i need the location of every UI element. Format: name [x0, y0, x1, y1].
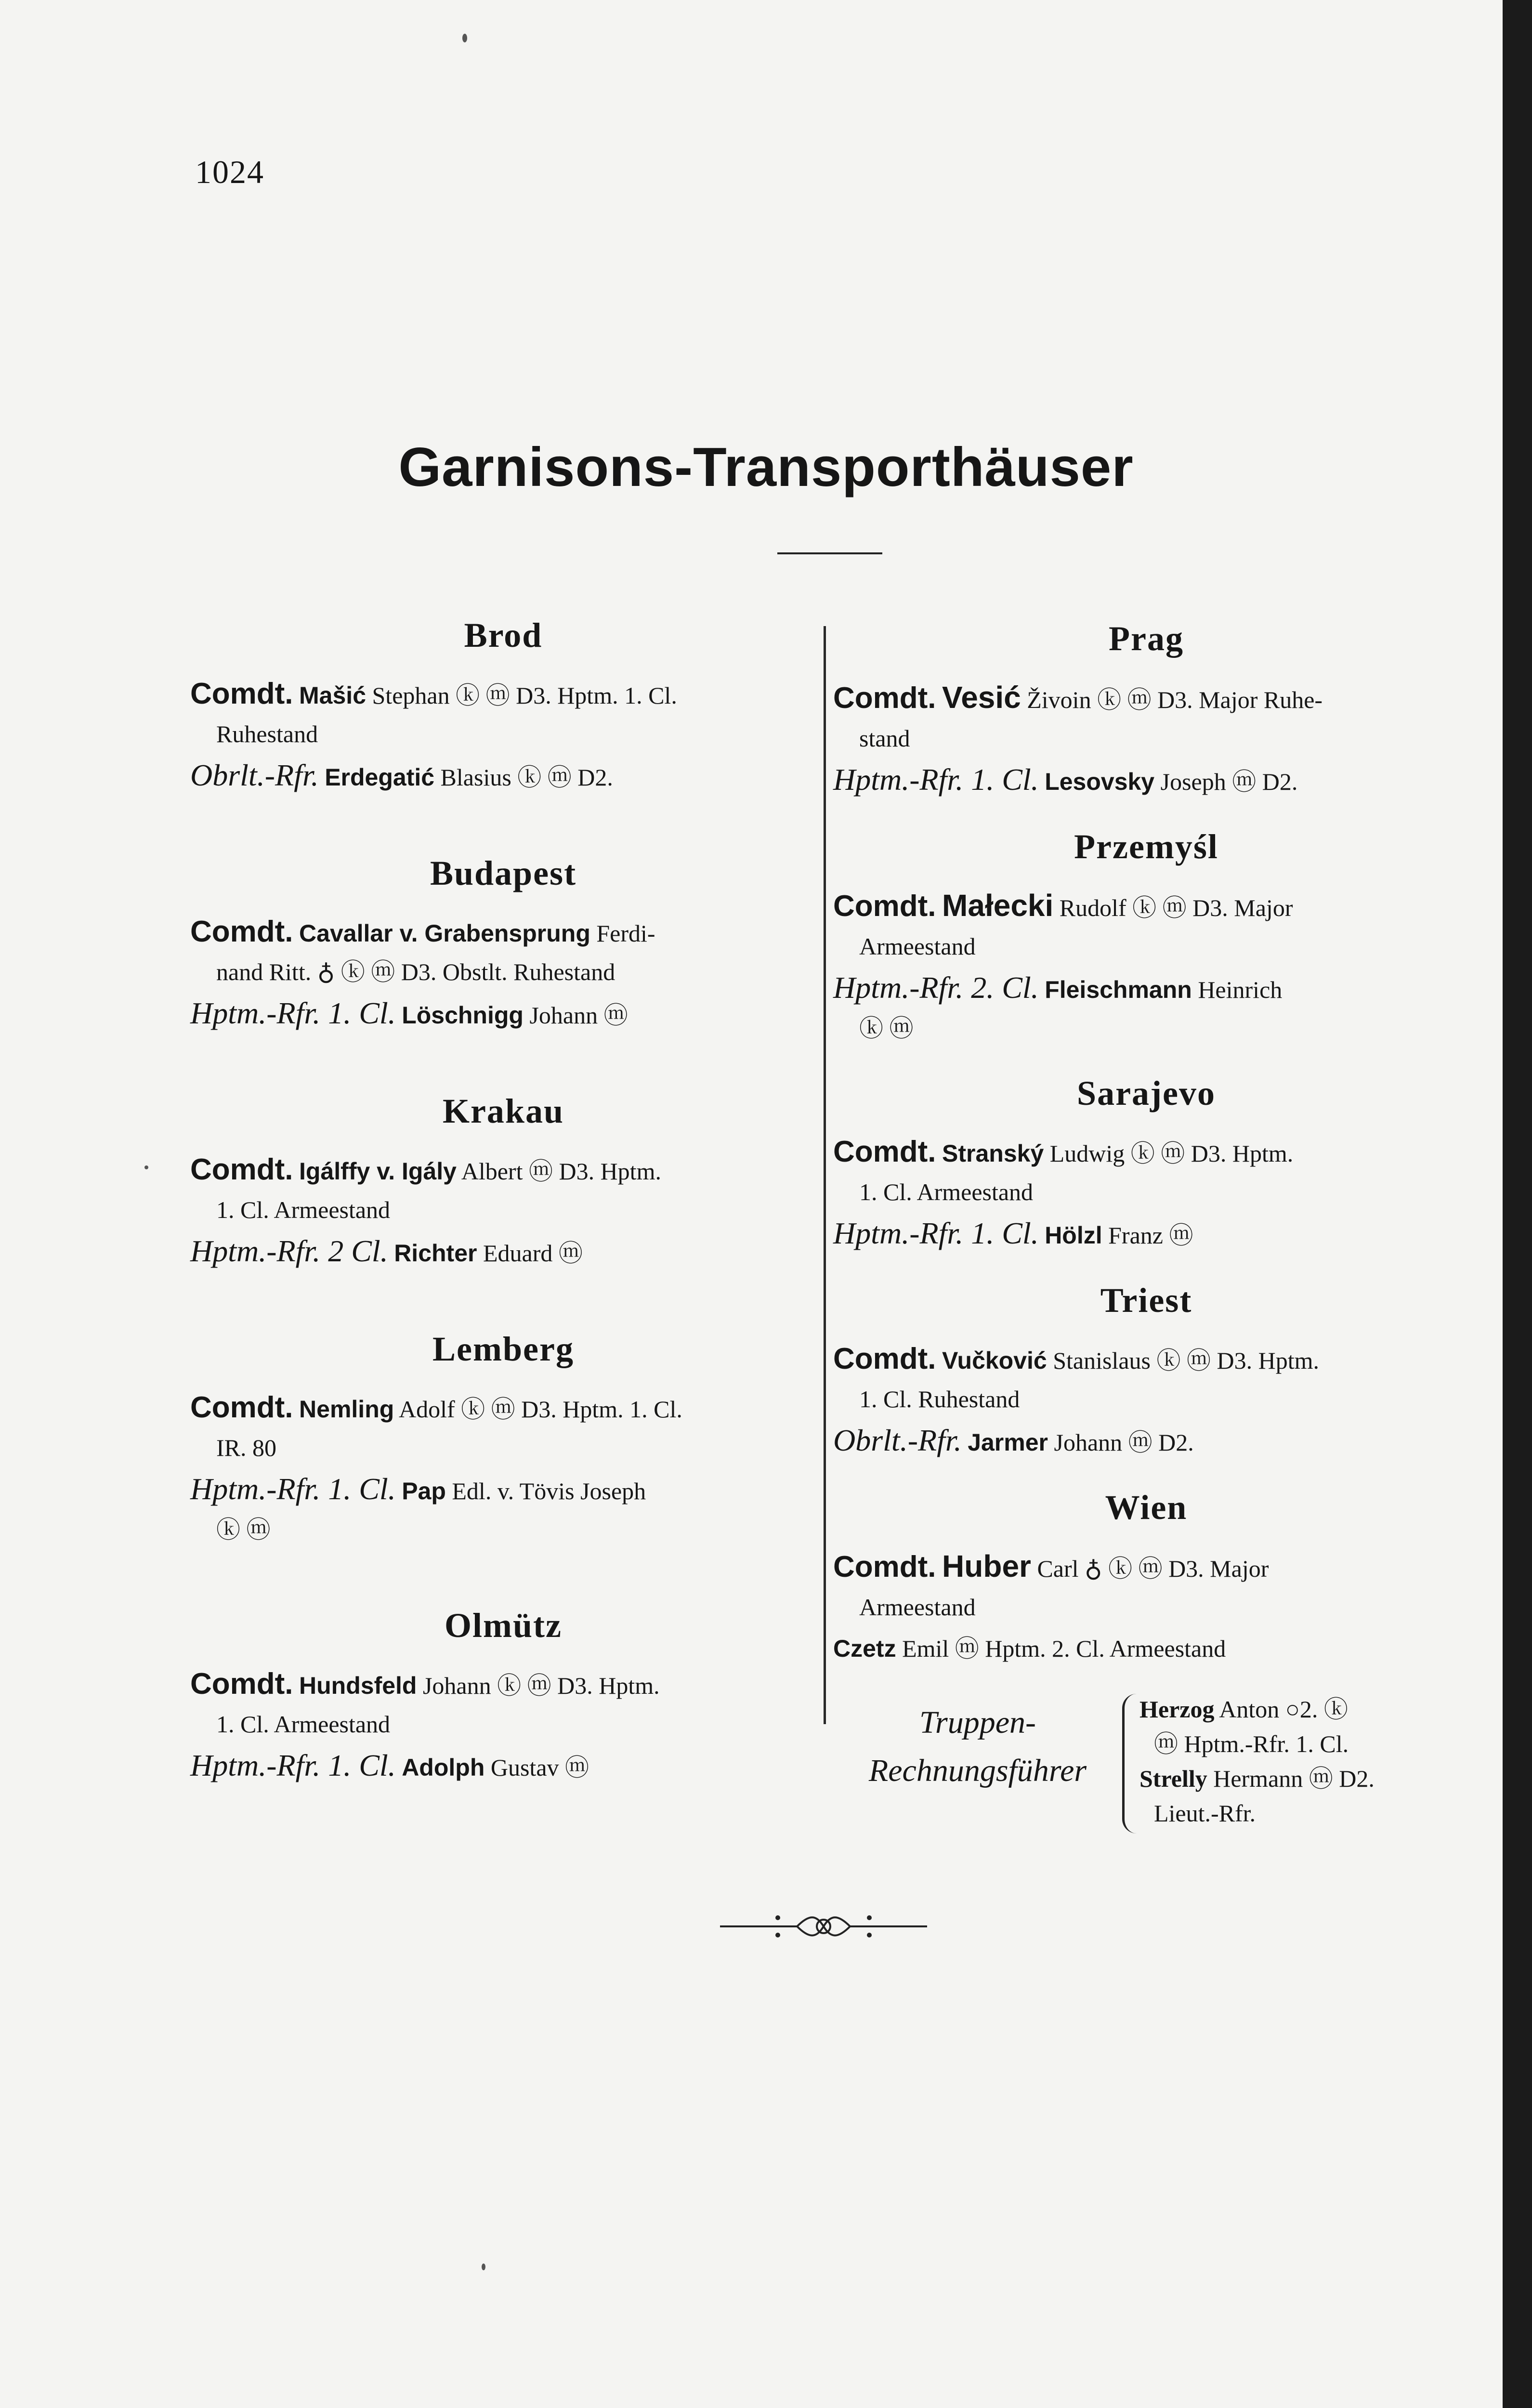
role-label: Hptm.-Rfr. 1. Cl. — [190, 1472, 396, 1506]
scan-edge — [1503, 0, 1532, 2408]
entry-continuation: Ruhestand — [216, 720, 318, 747]
person-surname: Huber — [942, 1549, 1031, 1584]
staff-entry — [833, 968, 1459, 1047]
city-heading: Olmütz — [445, 1606, 562, 1645]
role-label: Comdt. — [190, 1667, 293, 1701]
page-number: 1024 — [195, 154, 264, 190]
person-details: Johann ⓜ — [529, 1002, 628, 1029]
staff-entry — [190, 1388, 816, 1467]
left-column — [190, 615, 816, 1844]
staff-entry — [833, 1133, 1459, 1211]
city-heading: Triest — [1100, 1281, 1192, 1320]
person-details: Blasius ⓚ ⓜ D2. — [440, 764, 613, 791]
role-label: Obrlt.-Rfr. — [833, 1423, 962, 1457]
person-surname: Herzog — [1139, 1696, 1215, 1723]
person-details: ⓜ Hptm.-Rfr. 1. Cl. — [1154, 1730, 1349, 1757]
person-surname: Löschnigg — [402, 1002, 524, 1029]
truppen-item — [1139, 1761, 1467, 1796]
ornament-divider-icon — [720, 1907, 927, 1946]
staff-entry — [190, 994, 816, 1034]
role-label: Hptm.-Rfr. 1. Cl. — [833, 762, 1039, 797]
entry-continuation: 1. Cl. Armeestand — [859, 1178, 1034, 1205]
staff-entry — [833, 760, 1459, 801]
role-label: Comdt. — [833, 1135, 936, 1168]
person-surname: Cavallar v. Grabensprung — [299, 920, 590, 947]
role-label: Hptm.-Rfr. 1. Cl. — [190, 996, 396, 1030]
staff-entry — [190, 1232, 816, 1272]
entry-continuation: 1. Cl. Armeestand — [216, 1196, 391, 1223]
staff-entry — [833, 1214, 1459, 1255]
person-details: Albert ⓜ D3. Hptm. — [461, 1158, 661, 1185]
city-heading: Przemyśl — [1074, 827, 1218, 866]
person-details: Stanislaus ⓚ ⓜ D3. Hptm. — [1053, 1347, 1320, 1374]
role-label: Hptm.-Rfr. 2 Cl. — [190, 1234, 388, 1268]
speck — [482, 2264, 485, 2270]
person-details: Franz ⓜ — [1108, 1222, 1193, 1249]
staff-entry — [190, 675, 816, 753]
role-label: Comdt. — [190, 915, 293, 948]
person-details: Hermann ⓜ D2. — [1213, 1765, 1375, 1792]
person-details: Johann ⓚ ⓜ D3. Hptm. — [422, 1672, 660, 1699]
role-label: Obrlt.-Rfr. — [190, 758, 319, 792]
truppen-label-line2: Rechnungsführer — [868, 1753, 1087, 1788]
person-details: Živoin ⓚ ⓜ D3. Major Ruhe- — [1027, 686, 1323, 713]
person-details: Gustav ⓜ — [490, 1754, 589, 1781]
truppen-item — [1139, 1727, 1467, 1761]
role-label: Comdt. — [833, 890, 936, 923]
staff-entry — [190, 1470, 816, 1549]
person-details: Emil ⓜ Hptm. 2. Cl. Armeestand — [902, 1635, 1226, 1662]
city-heading: Brod — [464, 616, 543, 654]
garrison-section — [190, 853, 816, 1034]
person-details: Rudolf ⓚ ⓜ D3. Major — [1059, 894, 1293, 921]
person-surname: Czetz — [833, 1635, 896, 1662]
entry-continuation: IR. 80 — [216, 1434, 276, 1461]
person-surname: Vučković — [942, 1347, 1047, 1374]
person-surname: Erdegatić — [325, 764, 435, 791]
city-heading: Lemberg — [432, 1330, 574, 1368]
entry-continuation: 1. Cl. Armeestand — [216, 1711, 391, 1738]
person-details: Johann ⓜ D2. — [1054, 1429, 1194, 1456]
garrison-section — [833, 827, 1459, 1047]
entry-continuation: Armeestand — [859, 1594, 976, 1621]
person-details: Adolf ⓚ ⓜ D3. Hptm. 1. Cl. — [399, 1396, 682, 1423]
city-heading: Wien — [1105, 1488, 1188, 1527]
garrison-section — [190, 1329, 816, 1549]
staff-entry — [190, 1746, 816, 1787]
entry-continuation: ⓚ ⓜ — [859, 1015, 914, 1042]
staff-entry — [833, 1629, 1459, 1668]
person-surname: Lesovsky — [1045, 768, 1155, 795]
garrison-section — [833, 1073, 1459, 1255]
speck — [462, 34, 467, 42]
entry-continuation: Armeestand — [859, 933, 976, 960]
city-heading: Krakau — [442, 1092, 564, 1130]
person-details: Ludwig ⓚ ⓜ D3. Hptm. — [1049, 1140, 1294, 1167]
entry-continuation: stand — [859, 725, 910, 752]
person-details: Edl. v. Tövis Joseph — [452, 1478, 646, 1505]
staff-entry — [833, 1340, 1459, 1418]
garrison-section — [833, 1488, 1459, 1668]
entry-continuation: nand Ritt. ♁ ⓚ ⓜ D3. Obstlt. Ruhestand — [216, 958, 615, 985]
truppen-block — [833, 1694, 1459, 1833]
truppen-item — [1139, 1692, 1467, 1727]
role-label: Hptm.-Rfr. 1. Cl. — [833, 1216, 1039, 1250]
title-rule — [777, 552, 882, 554]
speck — [144, 1165, 148, 1169]
person-surname: Hölzl — [1045, 1222, 1102, 1249]
right-sections — [833, 619, 1459, 1668]
column-divider — [824, 626, 826, 1724]
staff-entry — [833, 1421, 1459, 1462]
staff-entry — [833, 1547, 1459, 1626]
staff-entry — [833, 886, 1459, 966]
person-surname: Stranský — [942, 1140, 1044, 1167]
person-details: Stephan ⓚ ⓜ D3. Hptm. 1. Cl. — [372, 682, 677, 709]
right-column — [833, 619, 1459, 1833]
person-surname: Strelly — [1139, 1765, 1207, 1792]
person-surname: Pap — [402, 1478, 446, 1505]
person-details: Lieut.-Rfr. — [1154, 1800, 1256, 1827]
role-label: Hptm.-Rfr. 1. Cl. — [190, 1748, 396, 1782]
staff-entry — [190, 913, 816, 991]
role-label: Comdt. — [833, 1342, 936, 1375]
city-heading: Budapest — [430, 854, 577, 892]
person-surname: Igálffy v. Igály — [299, 1158, 457, 1185]
entry-continuation: ⓚ ⓜ — [216, 1516, 271, 1543]
staff-entry — [833, 678, 1459, 758]
truppen-items — [1139, 1692, 1467, 1831]
role-label: Comdt. — [190, 677, 293, 710]
garrison-section — [190, 615, 816, 797]
person-surname: Jarmer — [968, 1429, 1048, 1456]
garrison-section — [190, 1606, 816, 1787]
garrison-section — [833, 1281, 1459, 1462]
person-surname: Richter — [394, 1240, 477, 1267]
role-label: Hptm.-Rfr. 2. Cl. — [833, 970, 1039, 1005]
truppen-item — [1139, 1796, 1467, 1831]
city-heading: Sarajevo — [1077, 1074, 1216, 1112]
person-surname: Mašić — [299, 682, 366, 709]
city-heading: Prag — [1109, 619, 1184, 658]
role-label: Comdt. — [190, 1391, 293, 1424]
staff-entry — [190, 1665, 816, 1743]
person-details: Eduard ⓜ — [483, 1240, 583, 1267]
person-details: Ferdi- — [596, 920, 655, 947]
page-title: Garnisons-Transporthäuser — [398, 437, 1134, 498]
person-surname: Nemling — [299, 1396, 394, 1423]
role-label: Comdt. — [833, 1550, 936, 1584]
truppen-label-line1: Truppen- — [919, 1705, 1036, 1740]
truppen-label — [833, 1699, 1122, 1795]
person-details: Carl ♁ ⓚ ⓜ D3. Major — [1037, 1555, 1269, 1582]
role-label: Comdt. — [833, 681, 936, 715]
person-surname: Hundsfeld — [299, 1672, 417, 1699]
brace-icon — [1122, 1694, 1139, 1833]
person-details: Joseph ⓜ D2. — [1160, 768, 1298, 795]
entry-continuation: 1. Cl. Ruhestand — [859, 1386, 1020, 1413]
garrison-section — [833, 619, 1459, 801]
staff-entry — [190, 756, 816, 797]
person-surname: Fleischmann — [1045, 976, 1192, 1003]
person-details: Anton ○2. ⓚ — [1219, 1696, 1348, 1723]
role-label: Comdt. — [190, 1153, 293, 1186]
staff-entry — [190, 1151, 816, 1229]
garrison-section — [190, 1091, 816, 1272]
person-surname: Vesić — [942, 680, 1021, 715]
person-surname: Adolph — [402, 1754, 485, 1781]
person-surname: Małecki — [942, 888, 1054, 923]
person-details: Heinrich — [1198, 976, 1283, 1003]
